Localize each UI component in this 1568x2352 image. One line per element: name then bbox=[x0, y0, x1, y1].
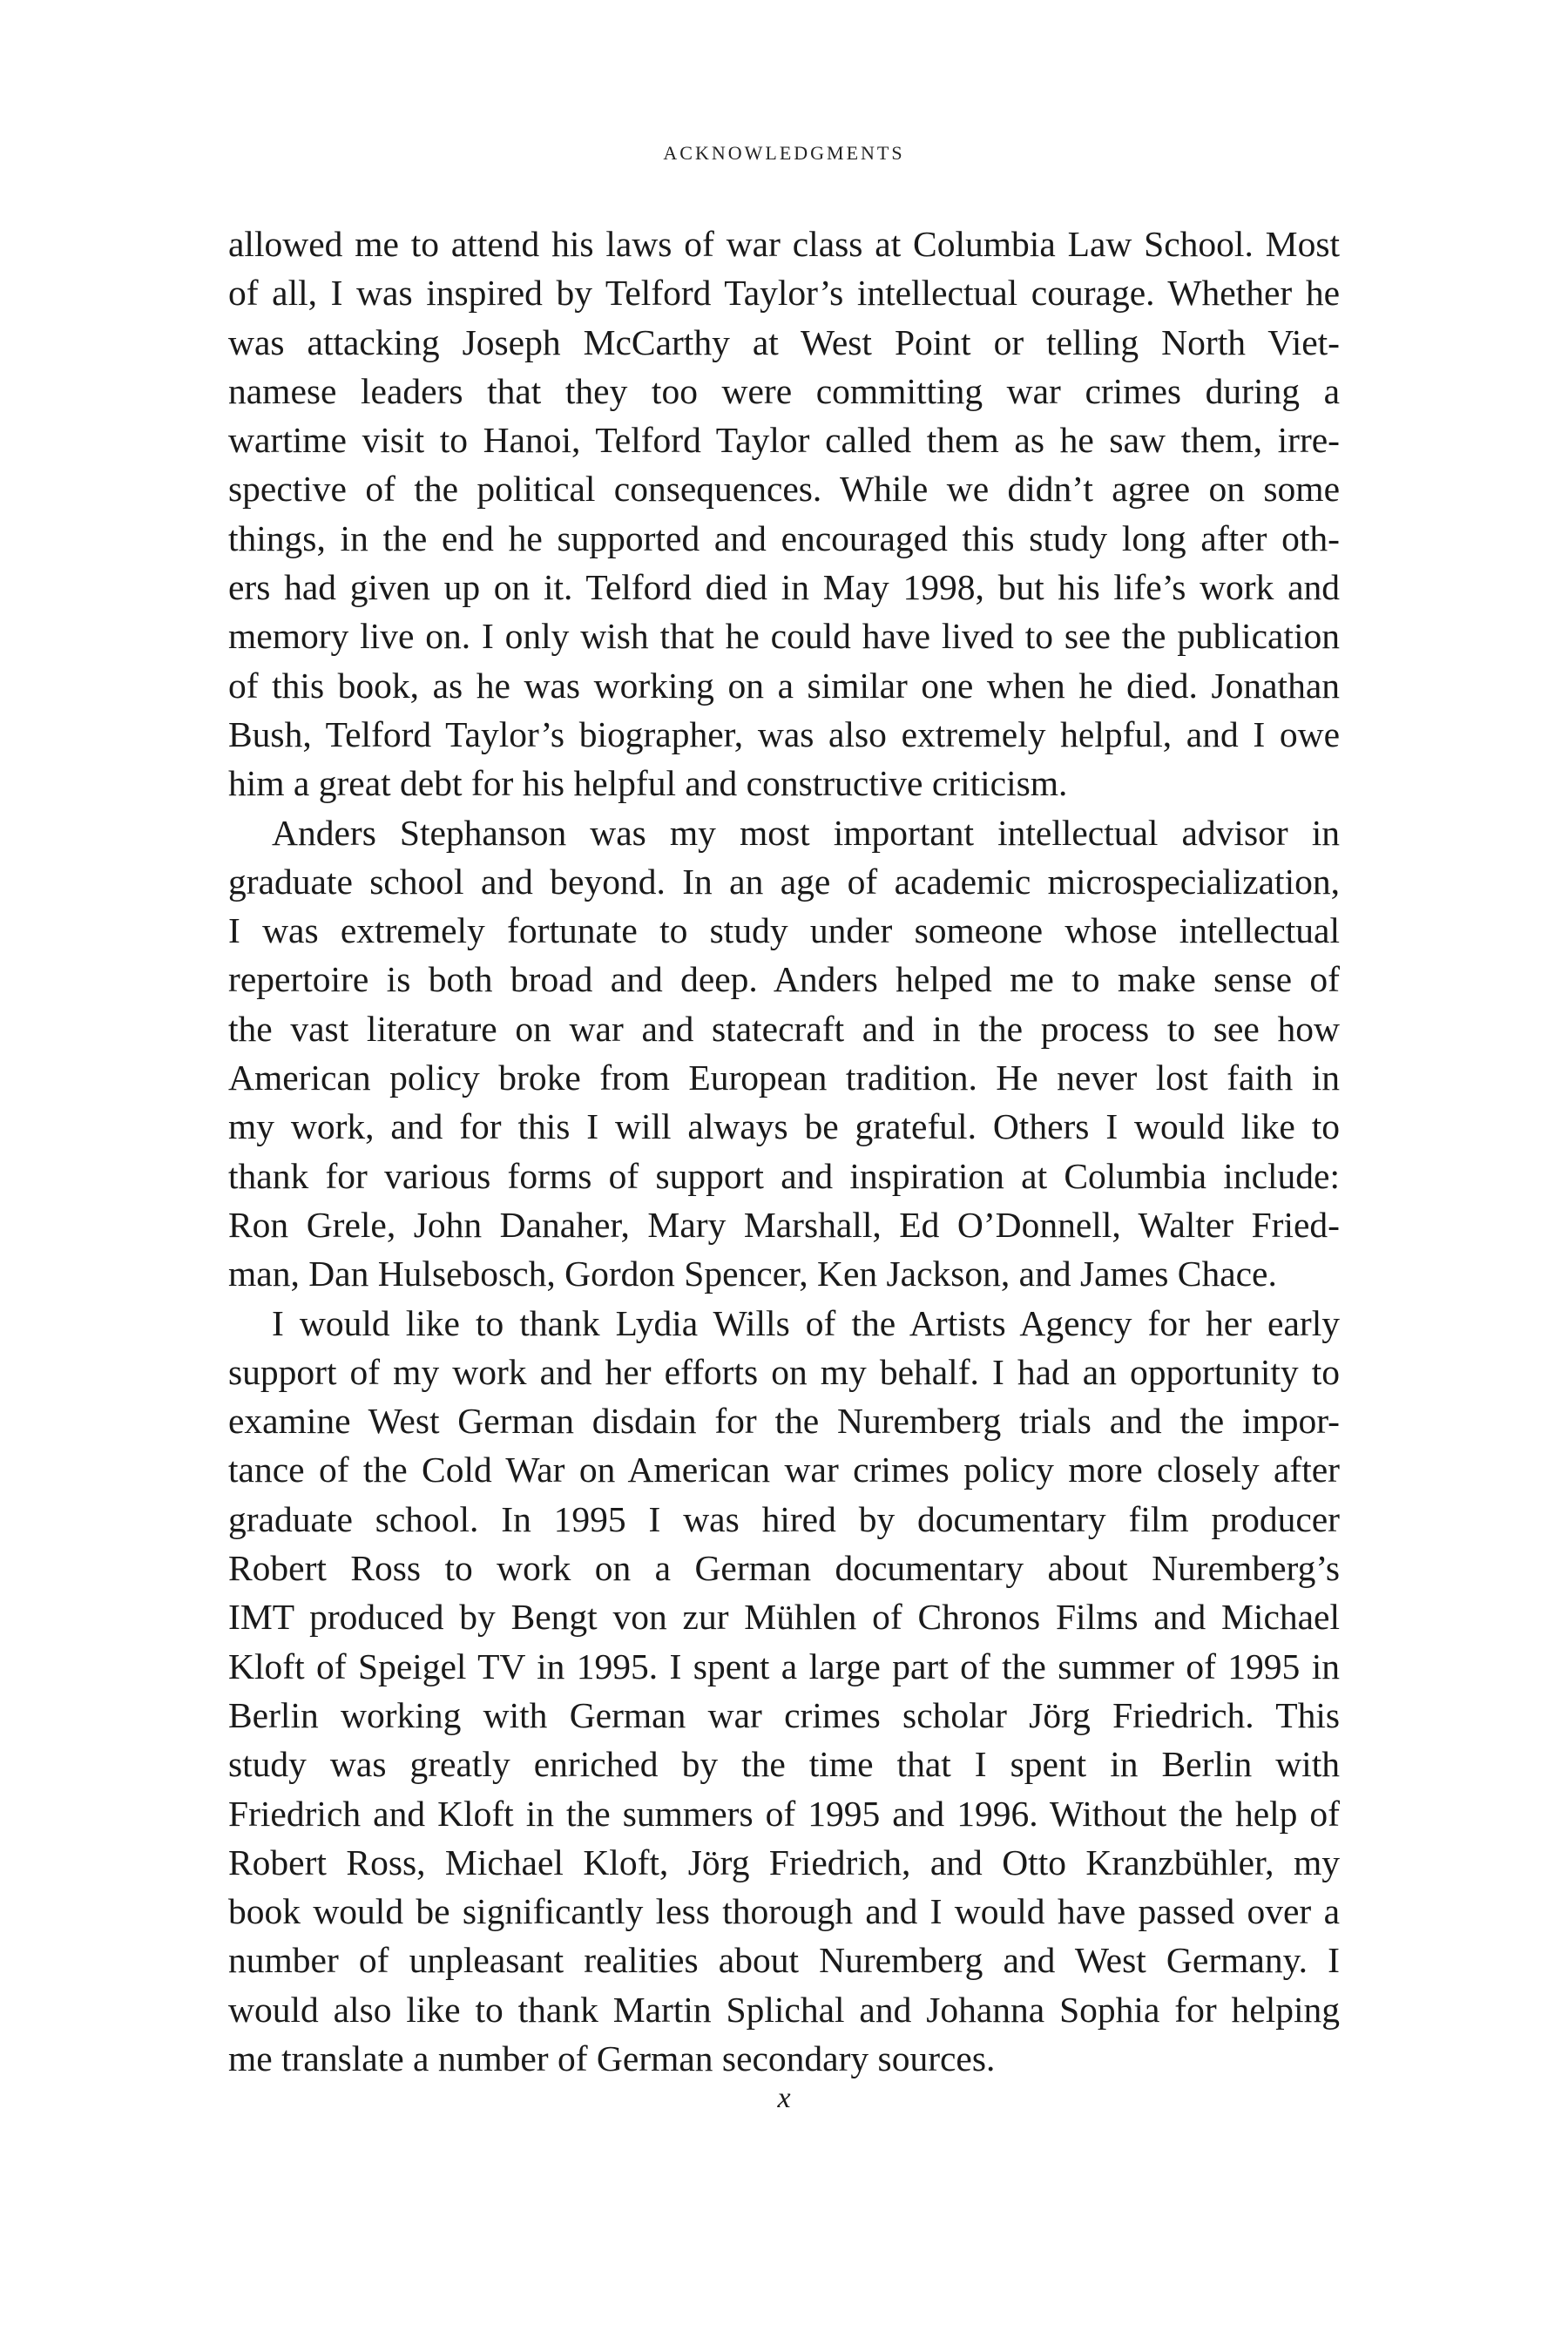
text-line: thank for various forms of support and inspiration at Columbia include: bbox=[228, 1155, 1340, 1196]
text-line: number of unpleasant realities about Nuremberg and West Germany. I bbox=[228, 1940, 1340, 1981]
text-line: memory live on. I only wish that he could have lived to see the publication bbox=[228, 616, 1340, 657]
text-line: man, Dan Hulsebosch, Gordon Spencer, Ken Jackson, and James Chace. bbox=[228, 1254, 1277, 1294]
text-line: me translate a number of German secondary sources. bbox=[228, 2038, 996, 2078]
paragraph bbox=[228, 808, 1340, 1299]
text-line: support of my work and her efforts on my behalf. I had an opportunity to bbox=[228, 1351, 1340, 1392]
text-line: the vast literature on war and statecraft and in the process to see how bbox=[228, 1008, 1340, 1049]
text-line: Ron Grele, John Danaher, Mary Marshall, Ed O’Donnell, Walter Fried- bbox=[228, 1204, 1340, 1245]
text-line: Anders Stephanson was my most important intellectual advisor in bbox=[272, 812, 1340, 853]
text-line: IMT produced by Bengt von zur Mühlen of Chronos Films and Michael bbox=[228, 1597, 1340, 1638]
paragraph bbox=[228, 220, 1340, 808]
text-line: study was greatly enriched by the time that I spent in Berlin with bbox=[228, 1744, 1340, 1785]
text-line: my work, and for this I will always be grateful. Others I would like to bbox=[228, 1106, 1340, 1147]
text-line: examine West German disdain for the Nuremberg trials and the impor- bbox=[228, 1401, 1340, 1442]
text-line: book would be significantly less thorough and I would have passed over a bbox=[228, 1891, 1340, 1932]
text-line: Robert Ross, Michael Kloft, Jörg Friedrich, and Otto Kranzbühler, my bbox=[228, 1842, 1340, 1882]
text-line: allowed me to attend his laws of war class at Columbia Law School. Most bbox=[228, 224, 1340, 264]
text-line: graduate school. In 1995 I was hired by documentary film producer bbox=[228, 1498, 1340, 1539]
text-line: spective of the political consequences. While we didn’t agree on some bbox=[228, 469, 1340, 510]
text-line: of this book, as he was working on a similar one when he died. Jonathan bbox=[228, 665, 1340, 706]
text-line: him a great debt for his helpful and constructive criticism. bbox=[228, 763, 1068, 804]
text-line: namese leaders that they too were committing war crimes during a bbox=[228, 370, 1340, 411]
paragraph bbox=[228, 1299, 1340, 2084]
text-line: Berlin working with German war crimes scholar Jörg Friedrich. This bbox=[228, 1694, 1340, 1735]
text-line: Friedrich and Kloft in the summers of 1995 and 1996. Without the help of bbox=[228, 1793, 1340, 1834]
text-line: Bush, Telford Taylor’s biographer, was also extremely helpful, and I owe bbox=[228, 713, 1340, 754]
body-text bbox=[228, 220, 1340, 2083]
running-head: ACKNOWLEDGMENTS bbox=[663, 142, 905, 164]
page-number: x bbox=[777, 2082, 791, 2114]
text-line: I would like to thank Lydia Wills of the Artists Agency for her early bbox=[272, 1302, 1340, 1343]
text-line: things, in the end he supported and encouraged this study long after oth- bbox=[228, 517, 1340, 558]
text-line: Robert Ross to work on a German documentary about Nuremberg’s bbox=[228, 1548, 1340, 1589]
text-line: of all, I was inspired by Telford Taylor’s intellectual courage. Whether he bbox=[228, 273, 1340, 314]
text-line: ers had given up on it. Telford died in May 1998, but his life’s work and bbox=[228, 567, 1340, 608]
text-line: would also like to thank Martin Splichal and Johanna Sophia for helping bbox=[228, 1989, 1340, 2030]
text-line: graduate school and beyond. In an age of academic microspecialization, bbox=[228, 861, 1340, 902]
text-line: wartime visit to Hanoi, Telford Taylor called them as he saw them, irre- bbox=[228, 420, 1340, 461]
text-line: was attacking Joseph McCarthy at West Point or telling North Viet- bbox=[228, 321, 1340, 362]
text-line: tance of the Cold War on American war crimes policy more closely after bbox=[228, 1450, 1340, 1490]
text-line: I was extremely fortunate to study under someone whose intellectual bbox=[228, 910, 1340, 951]
text-line: American policy broke from European tradition. He never lost faith in bbox=[228, 1058, 1340, 1098]
text-line: repertoire is both broad and deep. Anders helped me to make sense of bbox=[228, 959, 1340, 1000]
text-line: Kloft of Speigel TV in 1995. I spent a large part of the summer of 1995 in bbox=[228, 1646, 1340, 1686]
